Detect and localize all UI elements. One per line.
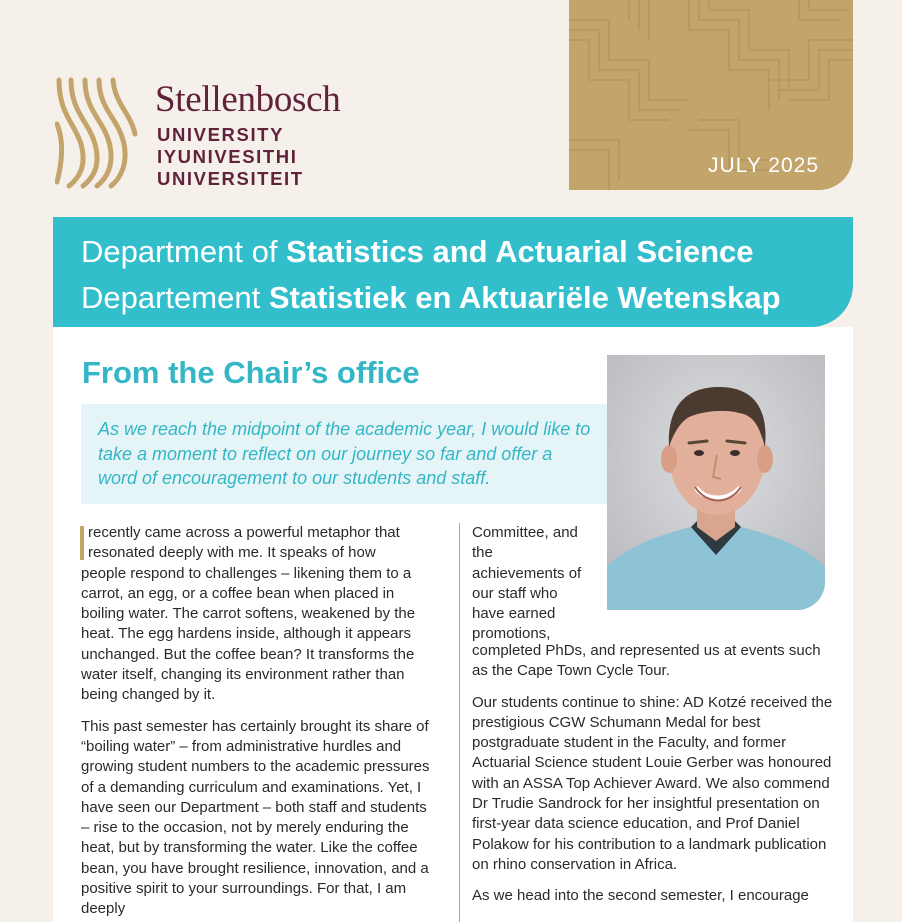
- paragraph-2: This past semester has certainly brought its share of “boiling water” – from administrative hurdles and growing student numbers to the academic pressures of a demanding curriculum and examinations. Yet, I have seen our Department – both staff and students – rise to the occasion, not by merely enduring the heat, but by transforming the water. Like the coffee bean, you have brought resilience, innovation, and a positive spirit to your surroundings. For that, I am deeply: [81, 717, 430, 918]
- university-name-english: UNIVERSITY: [157, 124, 285, 145]
- drop-cap-marker: [80, 526, 84, 560]
- article-column-2: [472, 641, 840, 918]
- article-title: From the Chair’s office: [82, 355, 420, 390]
- department-prefix-english: Department of: [81, 234, 287, 269]
- lead-lines: [81, 523, 438, 564]
- department-name-english: Statistics and Actuarial Science: [286, 234, 754, 269]
- column-divider: [459, 523, 460, 922]
- department-name-afrikaans: Statistiek en Aktuariële Wetenskap: [268, 280, 781, 315]
- university-crest-icon: [55, 74, 139, 190]
- intro-text: As we reach the midpoint of the academic year, I would like to take a moment to reflect on our journey so far and offer a word of encouragement to our students and staff.: [98, 419, 591, 488]
- issue-date: JULY 2025: [708, 154, 819, 177]
- department-prefix-afrikaans: Departement: [81, 280, 269, 315]
- lead-line-2: resonated deeply with me. It speaks of how: [88, 544, 376, 562]
- department-title-afrikaans: [81, 275, 853, 321]
- university-name: Stellenbosch: [155, 79, 341, 120]
- paragraph-3-start: Committee, and the achievements of our staff who have earned promotions,: [472, 524, 582, 643]
- article-column-2-narrow: [472, 523, 582, 656]
- paragraph-5: As we head into the second semester, I encourage: [472, 887, 809, 905]
- lead-line-1: recently came across a powerful metaphor that: [88, 524, 400, 541]
- university-logo: [55, 74, 375, 194]
- date-panel: [569, 0, 853, 190]
- department-banner: [53, 217, 853, 327]
- department-title-english: [81, 229, 853, 275]
- paragraph-3-continued: completed PhDs, and represented us at events such as the Cape Town Cycle Tour.: [472, 642, 821, 680]
- university-name-xhosa: IYUNIVESITHI: [157, 146, 298, 167]
- article-column-1: [81, 523, 438, 922]
- university-name-afrikaans: UNIVERSITEIT: [157, 168, 304, 189]
- portrait-illustration: [607, 355, 825, 610]
- paragraph-1-continued: people respond to challenges – likening them to a carrot, an egg, or a coffee bean when placed in boiling water. The carrot softens, weakened by the heat. The egg hardens inside, although it appears unchanged. But the coffee bean? It transforms the water itself, changing its environment rather than being changed by it.: [81, 564, 416, 704]
- paragraph-4: Our students continue to shine: AD Kotzé received the prestigious CGW Schumann Medal for best postgraduate student in the Faculty, and former Actuarial Science student Louie Gerber was honoured with an ASSA Top Achiever Award. We also commend Dr Trudie Sandrock for her insightful presentation on first-year data science education, and Prof Daniel Polakow for his contribution to a landmark publication on rhino conservation in Africa.: [472, 693, 833, 873]
- intro-pull-quote: [81, 404, 608, 504]
- chair-portrait-photo: [607, 355, 825, 610]
